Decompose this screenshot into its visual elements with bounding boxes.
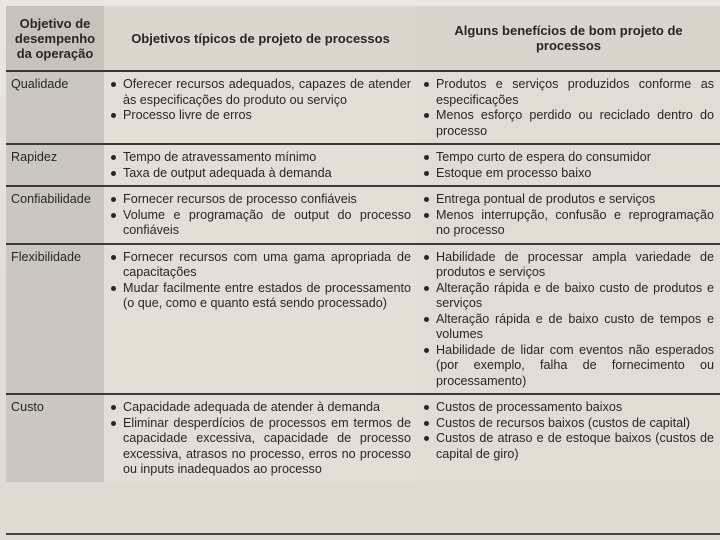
row-objective: Flexibilidade (6, 244, 104, 395)
goal-item: Tempo de atravessamento mínimo (110, 150, 411, 166)
row-benefits (417, 244, 720, 395)
row-objective: Confiabilidade (6, 186, 104, 244)
row-objective: Qualidade (6, 71, 104, 144)
row-benefits (417, 71, 720, 144)
benefit-item: Entrega pontual de produtos e serviços (423, 192, 714, 208)
bottom-rule (6, 533, 720, 535)
goal-item: Fornecer recursos com uma gama apropriada de capacitações (110, 250, 411, 281)
goal-item: Processo livre de erros (110, 108, 411, 124)
row-goals (104, 186, 417, 244)
process-design-objectives-table (6, 6, 720, 482)
goal-item: Volume e programação de output do processo confiáveis (110, 208, 411, 239)
row-goals (104, 71, 417, 144)
table-row-custo (6, 394, 720, 482)
row-goals (104, 394, 417, 482)
benefit-item: Menos esforço perdido ou reciclado dentro do processo (423, 108, 714, 139)
goal-item: Taxa de output adequada à demanda (110, 166, 411, 182)
benefit-item: Tempo curto de espera do consumidor (423, 150, 714, 166)
goal-item: Fornecer recursos de processo confiáveis (110, 192, 411, 208)
table-row-confiabilidade (6, 186, 720, 244)
benefit-item: Habilidade de processar ampla variedade de produtos e serviços (423, 250, 714, 281)
row-objective: Custo (6, 394, 104, 482)
table-header (6, 6, 720, 71)
row-benefits (417, 144, 720, 186)
row-benefits (417, 186, 720, 244)
header-objective: Objetivo de desempenho da operação (6, 6, 104, 71)
benefit-item: Habilidade de lidar com eventos não esperados (por exemplo, falha de fornecimento ou processamento) (423, 343, 714, 390)
row-objective: Rapidez (6, 144, 104, 186)
goal-item: Mudar facilmente entre estados de processamento (o que, como e quanto está sendo processado) (110, 281, 411, 312)
row-goals (104, 144, 417, 186)
benefit-item: Produtos e serviços produzidos conforme as especificações (423, 77, 714, 108)
row-goals (104, 244, 417, 395)
table-row-qualidade (6, 71, 720, 144)
benefit-item: Alteração rápida e de baixo custo de produtos e serviços (423, 281, 714, 312)
header-typical-goals: Objetivos típicos de projeto de processos (104, 6, 417, 71)
goal-item: Capacidade adequada de atender à demanda (110, 400, 411, 416)
benefit-item: Estoque em processo baixo (423, 166, 714, 182)
benefit-item: Custos de atraso e de estoque baixos (custos de capital de giro) (423, 431, 714, 462)
table-body (6, 71, 720, 482)
row-benefits (417, 394, 720, 482)
benefit-item: Alteração rápida e de baixo custo de tempos e volumes (423, 312, 714, 343)
benefit-item: Custos de recursos baixos (custos de capital) (423, 416, 714, 432)
goal-item: Eliminar desperdícios de processos em termos de capacidade excessiva, capacidade de processo excessiva, atrasos no processo, erros no processo ou inputs inadequados ao processo (110, 416, 411, 478)
header-benefits: Alguns benefícios de bom projeto de processos (417, 6, 720, 71)
goal-item: Oferecer recursos adequados, capazes de atender às especificações do produto ou serviço (110, 77, 411, 108)
benefit-item: Menos interrupção, confusão e reprogramação no processo (423, 208, 714, 239)
table-row-flexibilidade (6, 244, 720, 395)
table-row-rapidez (6, 144, 720, 186)
benefit-item: Custos de processamento baixos (423, 400, 714, 416)
